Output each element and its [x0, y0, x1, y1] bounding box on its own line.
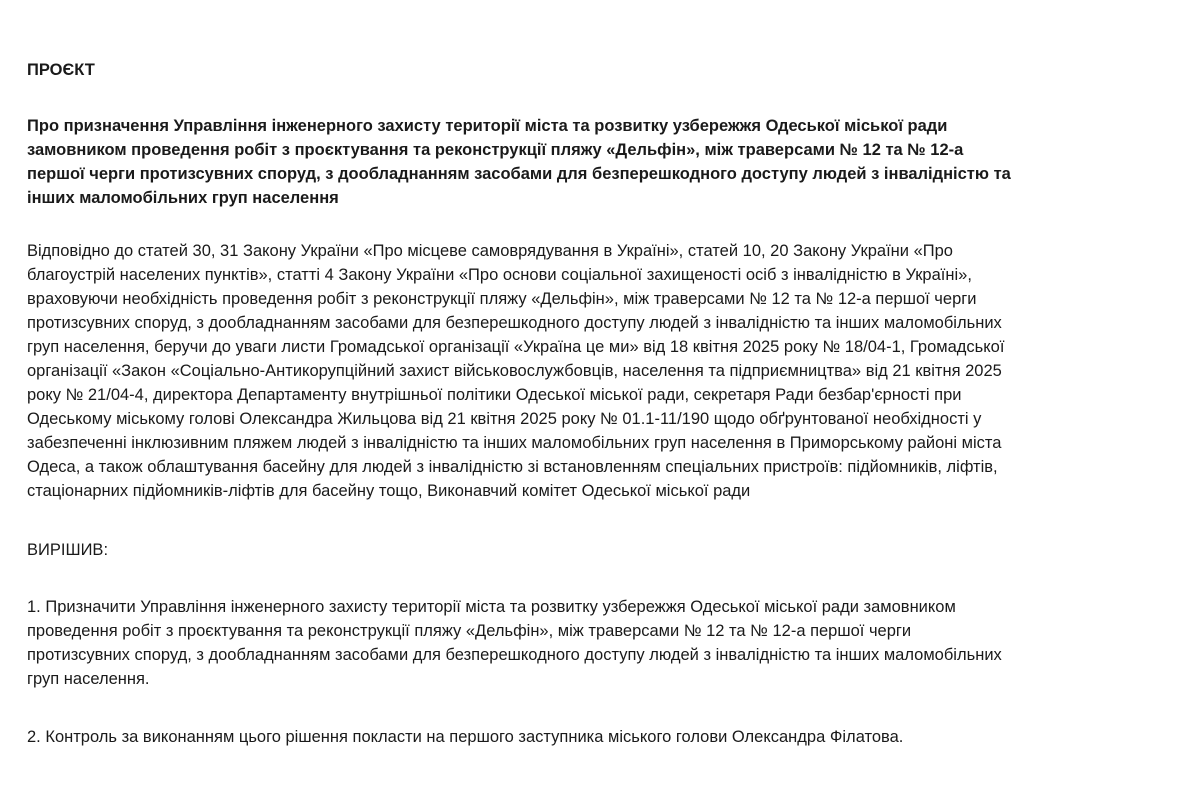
preamble-line: протизсувних споруд, з дообладнанням засобами для безперешкодного доступу людей з інвалідністю та інших маломобільних — [27, 314, 1002, 332]
preamble-line: враховуючи необхідність проведення робіт з реконструкції пляжу «Дельфін», між траверсами № 12 та № 12-а першої черги — [27, 290, 977, 308]
title-line: Про призначення Управління інженерного захисту території міста та розвитку узбережжя Одеської міської ради — [27, 117, 948, 135]
title-line: замовником проведення робіт з проєктування та реконструкції пляжу «Дельфін», між траверсами № 12 та № 12-а — [27, 141, 964, 159]
preamble-line: року № 21/04-4, директора Департаменту внутрішньої політики Одеської міської ради, секретаря Ради безбар'єрності при — [27, 386, 962, 404]
item-line: проведення робіт з проєктування та реконструкції пляжу «Дельфін», між траверсами № 12 та № 12-а першої черги — [27, 622, 912, 640]
preamble-line: груп населення, беручи до уваги листи Громадської організації «Україна це ми» від 18 квітня 2025 року № 18/04-1, Громадської — [27, 338, 1005, 356]
project-label: ПРОЄКТ — [27, 61, 95, 79]
title-line: першої черги протизсувних споруд, з дообладнанням засобами для безперешкодного доступу людей з інвалідністю та — [27, 165, 1011, 183]
item-line: протизсувних споруд, з дообладнанням засобами для безперешкодного доступу людей з інвалідністю та інших маломобільних — [27, 646, 1002, 664]
preamble-line: благоустрій населених пунктів», статті 4 Закону України «Про основи соціальної захищеності осіб з інвалідністю в Україні», — [27, 266, 972, 284]
item-line: груп населення. — [27, 670, 150, 688]
preamble-line: стаціонарних підйомників-ліфтів для басейну тощо, Виконавчий комітет Одеської міської ради — [27, 482, 751, 500]
preamble-line: організації «Закон «Соціально-Антикорупційний захист військовослужбовців, населення та підприємництва» від 21 квітня 2025 — [27, 362, 1002, 380]
preamble-line: Одеса, а також облаштування басейну для людей з інвалідністю зі встановленням спеціальних пристроїв: підйомників, ліфтів, — [27, 458, 998, 476]
decision-label: ВИРІШИВ: — [27, 541, 109, 559]
item-line: 1. Призначити Управління інженерного захисту території міста та розвитку узбережжя Одеської міської ради замовником — [27, 598, 956, 616]
title-line: інших маломобільних груп населення — [27, 189, 339, 207]
preamble-line: забезпеченні інклюзивним пляжем людей з інвалідністю та інших маломобільних груп населення в Приморському районі міста — [27, 434, 1002, 452]
preamble-line: Одеському міському голові Олександра Жильцова від 21 квітня 2025 року № 01.1-11/190 щодо обґрунтованої необхідності у — [27, 410, 982, 428]
item-line: 2. Контроль за виконанням цього рішення покласти на першого заступника міського голови Олександра Філатова. — [27, 728, 904, 746]
preamble-line: Відповідно до статей 30, 31 Закону України «Про місцеве самоврядування в Україні», статей 10, 20 Закону України «Про — [27, 242, 953, 260]
